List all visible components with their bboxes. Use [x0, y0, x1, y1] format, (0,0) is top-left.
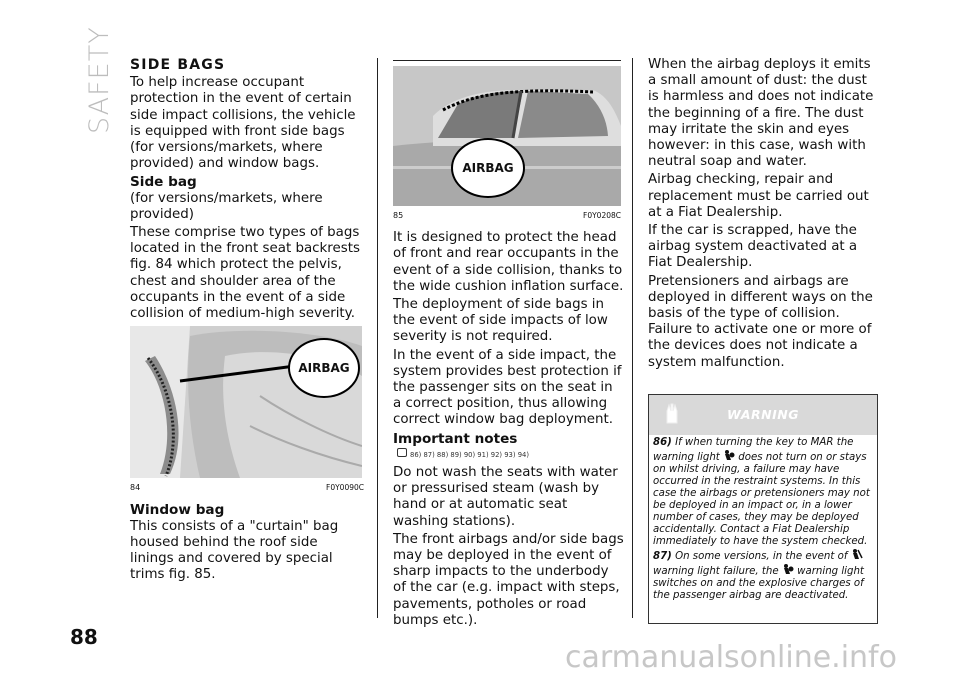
warning-references-text: 86) 87) 88) 89) 90) 91) 92) 93) 94) [410, 450, 529, 459]
watermark: carmanualsonline.info [565, 640, 897, 675]
section-tab-label: SAFETY [84, 26, 115, 134]
warning-title: WARNING [727, 407, 799, 422]
subheading-side-bag: Side bag [130, 174, 197, 191]
warning-references [397, 447, 625, 463]
passenger-airbag-off-icon [851, 548, 863, 560]
underbody-impact-paragraph: The front airbags and/or side bags may be deployed in the event of sharp impacts to the underbody of the car (e.g. impact with steps, pavements, potholes or road bumps etc.). [393, 531, 624, 628]
figure-84-airbag-label: AIRBAG [288, 338, 360, 398]
side-impact-paragraph: In the event of a side impact, the system provides best protection if the passenger sits on the seat in a correct position, thus allowing correct window bag deployment. [393, 347, 622, 428]
column-divider-2 [632, 58, 633, 618]
figure-84-code: F0Y0090C [326, 483, 364, 493]
airbag-warning-light-icon [723, 449, 735, 461]
warning-87-text-c: warning light switches on and the explosive charges of the passenger airbag are deactivated. [653, 566, 864, 601]
airbag-warning-light-icon [782, 563, 794, 575]
column-2 [393, 66, 625, 631]
subheading-window-bag: Window bag [130, 502, 225, 519]
warning-header [649, 395, 877, 435]
figure-84 [130, 326, 362, 478]
figure-top-rule [393, 60, 621, 61]
side-bag-note: (for versions/markets, where provided) [130, 190, 323, 222]
seat-washing-paragraph: Do not wash the seats with water or pressurised steam (wash by hand or at automatic seat washing stations). [393, 465, 618, 529]
window-bag-detail-paragraph: It is designed to protect the head of front and rear occupants in the event of a side collision, thanks to the wide cushion inflation surface. [393, 230, 624, 294]
figure-85 [393, 66, 621, 206]
dust-paragraph: When the airbag deploys it emits a small amount of dust: the dust is harmless and does not indicate the beginning of a fire. The dust may irritate the skin and eyes however: in this case, wash with neutral soap and water. [648, 57, 874, 170]
warning-87-text-b: warning light failure, the [653, 566, 779, 577]
figure-84-number: 84 [130, 483, 141, 493]
warning-box [648, 394, 878, 624]
warning-86-text-a: If when turning the key to MAR the warning light [653, 437, 854, 463]
warning-item-87 [653, 548, 873, 602]
section-tab [82, 26, 115, 134]
low-severity-paragraph: The deployment of side bags in the event of side impacts of low severity is not required. [393, 297, 608, 345]
column-1 [130, 57, 364, 585]
window-bag-paragraph: This consists of a "curtain" bag housed behind the roof side linings and covered by special trims fig. 85. [130, 518, 339, 583]
warning-86-number: 86) [653, 437, 672, 448]
figure-85-number: 85 [393, 211, 404, 220]
warning-item-86 [653, 437, 873, 548]
figure-85-airbag-label: AIRBAG [451, 138, 525, 198]
warning-87-number: 87) [653, 551, 672, 562]
side-bag-paragraph: These comprise two types of bags located in the front seat backrests fig. 84 which protect the pelvis, chest and shoulder area of the occupants in the event of a side collision of medium-high severity. [130, 225, 360, 322]
column-divider-1 [377, 58, 378, 618]
intro-paragraph: To help increase occupant protection in the event of certain side impact collisions, the vehicle is equipped with front side bags (for versions/markets, where provided) and window bags. [130, 75, 356, 172]
book-icon [397, 448, 407, 457]
warning-body [649, 435, 877, 604]
checking-paragraph: Airbag checking, repair and replacement must be carried out at a Fiat Dealership. [648, 172, 869, 220]
section-heading: SIDE BAGS [130, 57, 226, 73]
warning-86-text-b: does not turn on or stays on whilst driving, a failure may have occurred in the restraint systems. In this case the airbags or pretensioners may not be deployed in an impact or, in a lower number of cases, they may be deployed accidentally. Contact a Fiat Dealership immediately to have the system checked. [653, 452, 870, 547]
scrapping-paragraph: If the car is scrapped, have the airbag system deactivated at a Fiat Dealership. [648, 223, 858, 271]
pretensioners-paragraph: Pretensioners and airbags are deployed in different ways on the basis of the type of collision. Failure to activate one or more of the devices does not indicate a system malfunction. [648, 273, 873, 370]
figure-84-caption [130, 480, 364, 496]
warning-87-text-a: On some versions, in the event of [675, 551, 848, 562]
page-number: 88 [70, 625, 98, 649]
figure-85-caption [393, 208, 621, 224]
subheading-important-notes: Important notes [393, 430, 518, 447]
column-3 [648, 57, 876, 373]
figure-85-code: F0Y0208C [583, 211, 621, 220]
